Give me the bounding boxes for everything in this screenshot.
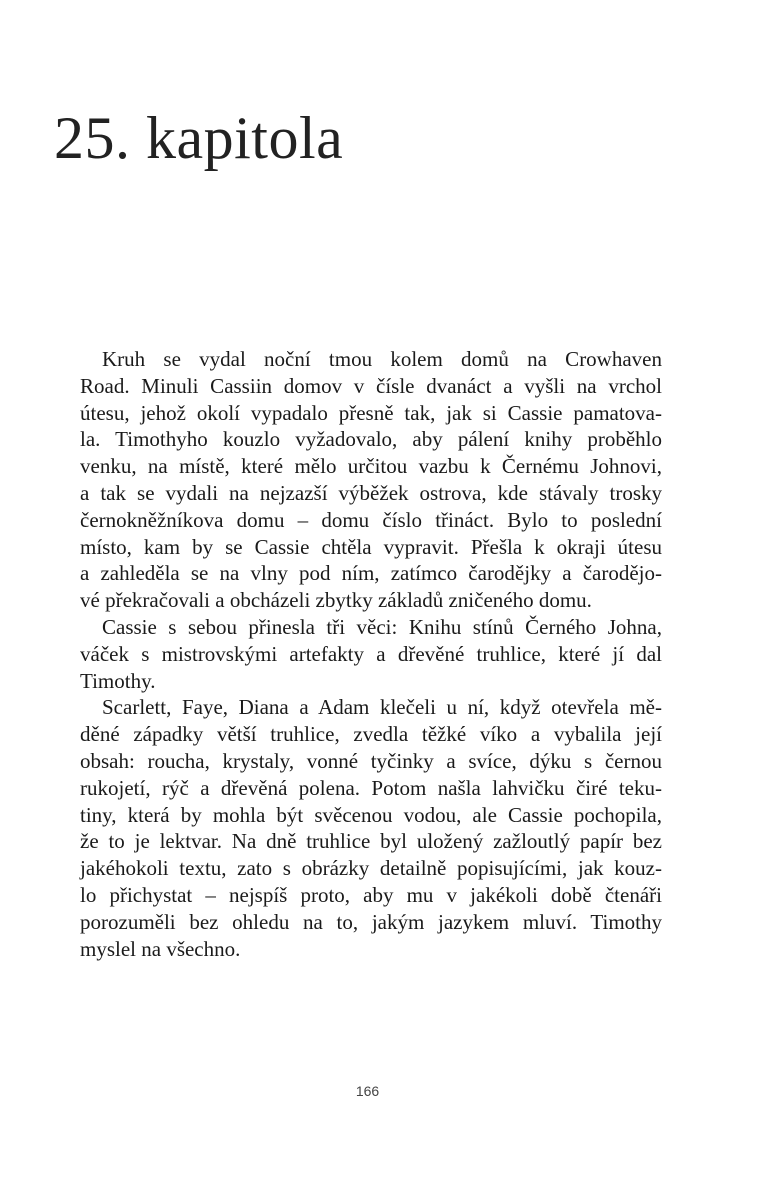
text-line: la. Timothyho kouzlo vyžadovalo, aby pálení knihy proběhlo: [80, 427, 662, 452]
paragraph: [80, 614, 662, 694]
text-line: myslel na všechno.: [80, 936, 241, 961]
text-line: jakéhokoli textu, zato s obrázky detailně popisujícími, jak kouz-: [80, 856, 662, 881]
text-line: a tak se vydali na nejzazší výběžek ostrova, kde stávaly trosky: [80, 480, 662, 505]
text-line: útesu, jehož okolí vypadalo přesně tak, jak si Cassie pamatova-: [80, 400, 662, 425]
text-line: a zahleděla se na vlny pod ním, zatímco čarodějky a čarodějo-: [80, 561, 662, 586]
text-line: vé překračovali a obcházeli zbytky základů zničeného domu.: [80, 588, 592, 613]
text-line: Kruh se vydal noční tmou kolem domů na Crowhaven: [102, 347, 662, 371]
paragraph: [80, 694, 662, 962]
text-line: tiny, která by mohla být svěcenou vodou, ale Cassie pochopila,: [80, 802, 662, 827]
text-line: Scarlett, Faye, Diana a Adam klečeli u ní, když otevřela mě-: [102, 695, 662, 720]
text-line: obsah: roucha, krystaly, vonné tyčinky a svíce, dýku s černou: [80, 748, 662, 773]
text-line: porozuměli bez ohledu na to, jakým jazykem mluví. Timothy: [80, 909, 662, 934]
text-line: Road. Minuli Cassiin domov v čísle dvanáct a vyšli na vrchol: [80, 373, 662, 398]
chapter-title: 25. kapitola: [54, 105, 344, 171]
text-line: lo přichystat – nejspíš proto, aby mu v jakékoli době čtenáři: [80, 882, 662, 907]
text-line: že to je lektvar. Na dně truhlice byl uložený zažloutlý papír bez: [80, 829, 662, 854]
text-line: váček s mistrovskými artefakty a dřevěné truhlice, které jí dal: [80, 641, 662, 666]
text-line: Timothy.: [80, 668, 156, 693]
paragraph: [80, 346, 662, 614]
page-number: 166: [355, 1083, 380, 1099]
text-line: Cassie s sebou přinesla tři věci: Knihu stínů Černého Johna,: [102, 614, 662, 639]
text-line: rukojetí, rýč a dřevěná polena. Potom našla lahvičku čiré teku-: [80, 775, 662, 800]
text-line: děné západky větší truhlice, zvedla těžké víko a vybalila její: [80, 722, 662, 747]
text-line: černokněžníkova domu – domu číslo třináct. Bylo to poslední: [80, 507, 662, 532]
text-line: venku, na místě, které mělo určitou vazbu k Černému Johnovi,: [80, 454, 662, 479]
chapter-body: [80, 346, 662, 962]
text-line: místo, kam by se Cassie chtěla vypravit. Přešla k okraji útesu: [80, 534, 662, 559]
